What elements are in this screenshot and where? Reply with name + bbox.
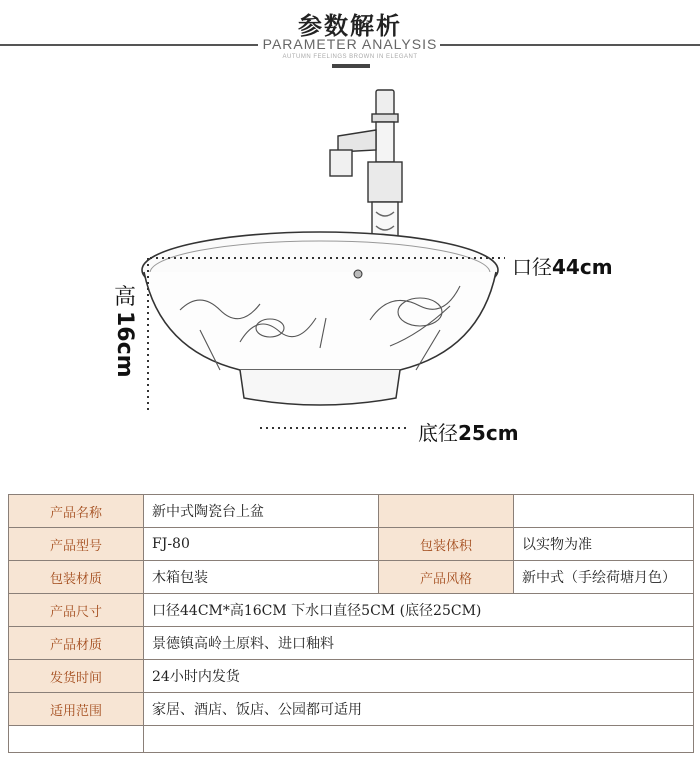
- mouth-diameter-label: [512, 251, 613, 280]
- mouth-diameter-value: 44cm: [552, 255, 613, 279]
- spec-value-model: FJ-80: [144, 528, 379, 561]
- spec-label-blank: [9, 726, 144, 753]
- base-diameter-label: [418, 417, 519, 446]
- spec-value-size: 口径44CM*高16CM 下水口直径5CM (底径25CM): [144, 594, 694, 627]
- section-subtitle: PARAMETER ANALYSIS: [262, 36, 438, 52]
- spec-value-blank: [144, 726, 694, 753]
- base-diameter-caption: 底径: [418, 421, 458, 445]
- spec-label-model: 产品型号: [9, 528, 144, 561]
- table-row: [9, 660, 694, 693]
- spec-value-package-material: 木箱包装: [144, 561, 379, 594]
- table-row: [9, 561, 694, 594]
- spec-label-size: 产品尺寸: [9, 594, 144, 627]
- table-row: [9, 528, 694, 561]
- spec-value-package-volume: 以实物为准: [514, 528, 694, 561]
- spec-label-package-material: 包装材质: [9, 561, 144, 594]
- table-row: [9, 627, 694, 660]
- base-diameter-value: 25cm: [458, 421, 519, 445]
- table-row: [9, 726, 694, 753]
- spec-value-style: 新中式（手绘荷塘月色）: [514, 561, 694, 594]
- section-title: 参数解析: [298, 12, 402, 40]
- spec-value-material: 景德镇高岭土原料、进口釉料: [144, 627, 694, 660]
- spec-value-empty: [514, 495, 694, 528]
- height-value: 16cm: [112, 311, 137, 378]
- table-row: [9, 693, 694, 726]
- table-row: [9, 495, 694, 528]
- height-caption: 高: [113, 285, 136, 310]
- spec-value-shipping: 24小时内发货: [144, 660, 694, 693]
- spec-label-style: 产品风格: [379, 561, 514, 594]
- spec-label-package-volume: 包装体积: [379, 528, 514, 561]
- spec-label-material: 产品材质: [9, 627, 144, 660]
- spec-table: [8, 494, 694, 753]
- spec-label-scope: 适用范围: [9, 693, 144, 726]
- table-row: [9, 594, 694, 627]
- spec-label-empty: [379, 495, 514, 528]
- spec-value-product-name: 新中式陶瓷台上盆: [144, 495, 379, 528]
- mouth-diameter-caption: 口径: [512, 255, 552, 279]
- spec-label-shipping: 发货时间: [9, 660, 144, 693]
- spec-value-scope: 家居、酒店、饭店、公园都可适用: [144, 693, 694, 726]
- spec-label-product-name: 产品名称: [9, 495, 144, 528]
- height-label: [112, 285, 138, 378]
- section-tagline: AUTUMN FEELINGS BROWN IN ELEGANT: [282, 54, 418, 60]
